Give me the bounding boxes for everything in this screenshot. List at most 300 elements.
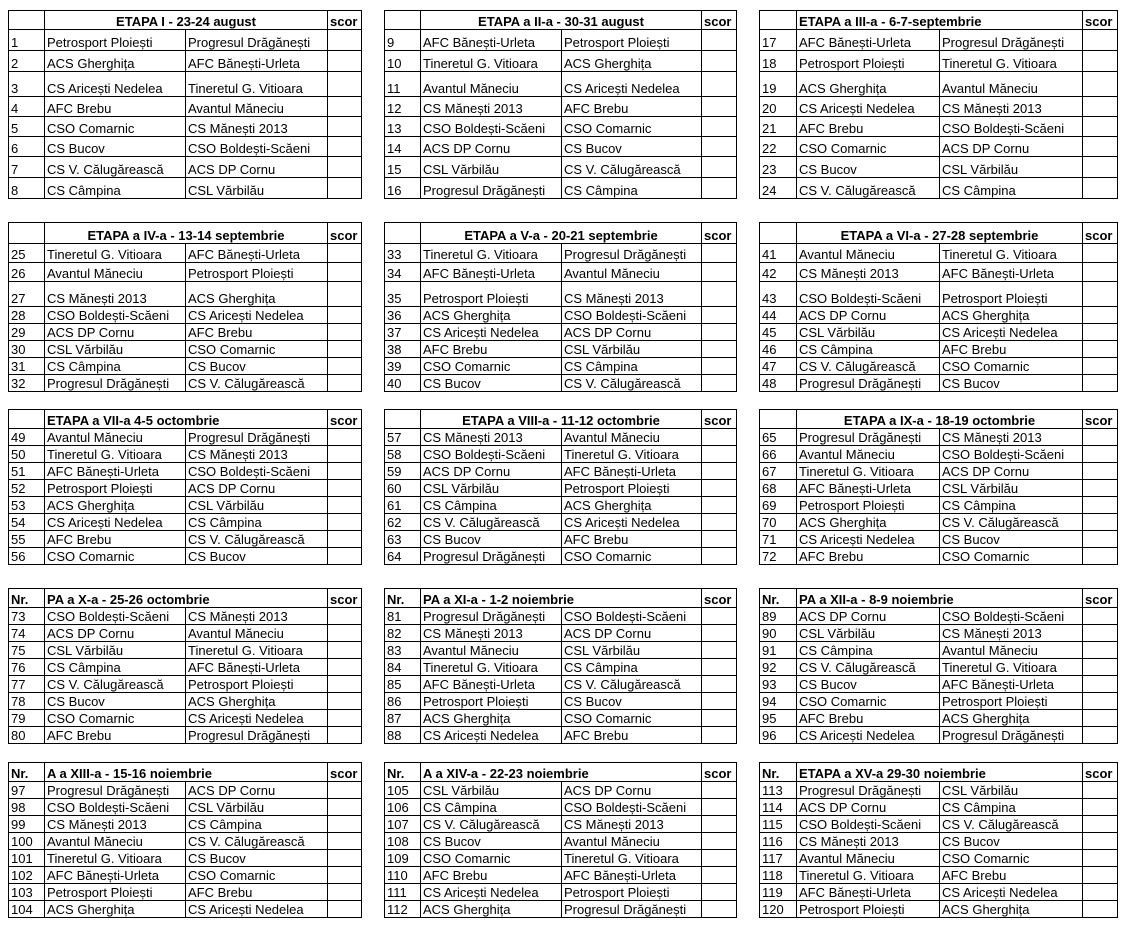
round-table (8, 762, 362, 918)
match-number: 70 (760, 514, 797, 531)
away-team: CSO Boldești-Scăeni (940, 446, 1083, 463)
away-team: CSO Comarnic (186, 867, 328, 884)
match-row (385, 850, 737, 867)
score-cell[interactable] (328, 117, 362, 137)
away-team: CSO Comarnic (940, 850, 1083, 867)
home-team: CS V. Călugărească (797, 358, 940, 375)
match-number: 115 (760, 816, 797, 833)
away-team: CS Bucov (940, 375, 1083, 392)
match-row (760, 514, 1118, 531)
home-team: CS Mănești 2013 (421, 625, 562, 642)
match-row (385, 244, 737, 263)
score-cell[interactable] (702, 307, 737, 324)
match-row (9, 833, 362, 850)
round-table (384, 409, 737, 565)
away-team: Tineretul G. Vitioara (940, 51, 1083, 72)
match-row (385, 117, 737, 137)
score-cell[interactable] (702, 727, 737, 744)
score-cell[interactable] (702, 782, 737, 799)
match-number: 36 (385, 307, 421, 324)
score-cell[interactable] (1083, 375, 1118, 392)
header-nr (760, 410, 797, 429)
score-cell[interactable] (328, 727, 362, 744)
score-cell[interactable] (702, 324, 737, 341)
score-cell[interactable] (1083, 816, 1118, 833)
match-number: 99 (9, 816, 45, 833)
score-cell[interactable] (702, 244, 737, 263)
home-team: AFC Bănești-Urleta (421, 263, 562, 282)
score-cell[interactable] (702, 446, 737, 463)
match-number: 19 (760, 72, 797, 97)
home-team: Progresul Drăgănești (421, 548, 562, 565)
score-cell[interactable] (328, 514, 362, 531)
away-team: CS V. Călugărească (940, 514, 1083, 531)
score-cell[interactable] (328, 833, 362, 850)
away-team: CSO Comarnic (940, 358, 1083, 375)
score-cell[interactable] (1083, 97, 1118, 117)
score-cell[interactable] (1083, 693, 1118, 710)
away-team: CS Câmpina (940, 497, 1083, 514)
match-number: 17 (760, 30, 797, 51)
header-nr (385, 223, 421, 244)
score-header: scor (702, 223, 737, 244)
round-table (759, 10, 1118, 199)
away-team: Progresul Drăgănești (562, 901, 702, 918)
score-cell[interactable] (328, 463, 362, 480)
header-nr (9, 11, 45, 30)
round-table (759, 762, 1118, 918)
score-cell[interactable] (702, 178, 737, 199)
score-cell[interactable] (1083, 263, 1118, 282)
score-cell[interactable] (1083, 727, 1118, 744)
match-row (385, 867, 737, 884)
round-table (384, 222, 737, 392)
score-cell[interactable] (702, 263, 737, 282)
match-number: 29 (9, 324, 45, 341)
home-team: AFC Bănești-Urleta (421, 676, 562, 693)
score-cell[interactable] (702, 358, 737, 375)
score-cell[interactable] (1083, 625, 1118, 642)
score-cell[interactable] (1083, 446, 1118, 463)
score-cell[interactable] (702, 833, 737, 850)
match-row (385, 727, 737, 744)
home-team: CSO Boldești-Scăeni (45, 307, 186, 324)
home-team: ACS DP Cornu (797, 307, 940, 324)
score-cell[interactable] (328, 178, 362, 199)
home-team: Progresul Drăgănești (45, 782, 186, 799)
score-cell[interactable] (328, 446, 362, 463)
score-cell[interactable] (328, 884, 362, 901)
score-cell[interactable] (702, 901, 737, 918)
match-number: 84 (385, 659, 421, 676)
score-cell[interactable] (702, 30, 737, 51)
match-row (9, 51, 362, 72)
match-row (760, 833, 1118, 850)
away-team: Progresul Drăgănești (940, 30, 1083, 51)
score-cell[interactable] (328, 157, 362, 178)
away-team: CSO Comarnic (562, 710, 702, 727)
score-cell[interactable] (328, 625, 362, 642)
score-cell[interactable] (702, 480, 737, 497)
score-cell[interactable] (1083, 867, 1118, 884)
score-cell[interactable] (702, 157, 737, 178)
match-number: 7 (9, 157, 45, 178)
match-row (760, 282, 1118, 307)
home-team: CS Aricești Nedelea (797, 531, 940, 548)
home-team: AFC Bănești-Urleta (45, 867, 186, 884)
score-cell[interactable] (328, 244, 362, 263)
away-team: Tineretul G. Vitioara (562, 850, 702, 867)
match-row (760, 480, 1118, 497)
home-team: CS Aricești Nedelea (797, 97, 940, 117)
away-team: Avantul Măneciu (562, 263, 702, 282)
match-number: 87 (385, 710, 421, 727)
score-cell[interactable] (328, 693, 362, 710)
score-cell[interactable] (1083, 548, 1118, 565)
score-cell[interactable] (328, 799, 362, 816)
match-number: 93 (760, 676, 797, 693)
score-cell[interactable] (328, 375, 362, 392)
score-cell[interactable] (702, 514, 737, 531)
score-cell[interactable] (328, 324, 362, 341)
score-cell[interactable] (1083, 157, 1118, 178)
score-cell[interactable] (702, 710, 737, 727)
score-cell[interactable] (702, 625, 737, 642)
home-team: CSO Comarnic (45, 117, 186, 137)
home-team: ACS DP Cornu (421, 137, 562, 157)
home-team: Tineretul G. Vitioara (45, 244, 186, 263)
score-cell[interactable] (1083, 137, 1118, 157)
away-team: ACS Gherghița (940, 307, 1083, 324)
score-cell[interactable] (328, 72, 362, 97)
score-cell[interactable] (328, 263, 362, 282)
score-cell[interactable] (1083, 341, 1118, 358)
score-cell[interactable] (702, 608, 737, 625)
match-number: 38 (385, 341, 421, 358)
header-nr: Nr. (760, 589, 797, 608)
score-cell[interactable] (328, 816, 362, 833)
away-team: CS Aricești Nedelea (186, 901, 328, 918)
home-team: Progresul Drăgănești (421, 608, 562, 625)
home-team: CS V. Călugărească (421, 514, 562, 531)
header-nr (760, 11, 797, 30)
score-cell[interactable] (328, 659, 362, 676)
home-team: CS Câmpina (421, 799, 562, 816)
score-cell[interactable] (1083, 850, 1118, 867)
match-row (9, 659, 362, 676)
match-number: 44 (760, 307, 797, 324)
score-cell[interactable] (702, 137, 737, 157)
home-team: CSO Comarnic (797, 137, 940, 157)
score-cell[interactable] (1083, 72, 1118, 97)
score-cell[interactable] (328, 608, 362, 625)
score-cell[interactable] (702, 531, 737, 548)
home-team: CS Bucov (421, 531, 562, 548)
match-number: 1 (9, 30, 45, 51)
score-cell[interactable] (1083, 833, 1118, 850)
score-cell[interactable] (702, 497, 737, 514)
score-cell[interactable] (702, 799, 737, 816)
score-cell[interactable] (328, 901, 362, 918)
score-cell[interactable] (328, 137, 362, 157)
match-number: 88 (385, 727, 421, 744)
score-cell[interactable] (702, 642, 737, 659)
away-team: AFC Bănești-Urleta (940, 676, 1083, 693)
match-number: 73 (9, 608, 45, 625)
score-cell[interactable] (702, 117, 737, 137)
score-cell[interactable] (1083, 244, 1118, 263)
score-cell[interactable] (1083, 608, 1118, 625)
score-cell[interactable] (702, 816, 737, 833)
match-row (385, 97, 737, 117)
home-team: Tineretul G. Vitioara (45, 446, 186, 463)
round-title: A a XIII-a - 15-16 noiembrie (45, 763, 328, 782)
away-team: CS Aricești Nedelea (562, 514, 702, 531)
match-row (9, 178, 362, 199)
match-number: 66 (760, 446, 797, 463)
match-number: 89 (760, 608, 797, 625)
home-team: ACS DP Cornu (797, 608, 940, 625)
score-cell[interactable] (702, 867, 737, 884)
score-cell[interactable] (1083, 531, 1118, 548)
score-cell[interactable] (1083, 710, 1118, 727)
home-team: Avantul Măneciu (797, 244, 940, 263)
score-cell[interactable] (328, 548, 362, 565)
match-number: 57 (385, 429, 421, 446)
score-cell[interactable] (328, 642, 362, 659)
match-row (385, 375, 737, 392)
away-team: Tineretul G. Vitioara (562, 446, 702, 463)
match-number: 102 (9, 867, 45, 884)
away-team: CS Mănești 2013 (940, 625, 1083, 642)
score-header: scor (328, 223, 362, 244)
score-cell[interactable] (328, 341, 362, 358)
away-team: CSO Boldești-Scăeni (562, 608, 702, 625)
away-team: AFC Brebu (562, 727, 702, 744)
away-team: CS Câmpina (562, 659, 702, 676)
match-row (385, 307, 737, 324)
match-row (760, 676, 1118, 693)
match-row (385, 463, 737, 480)
score-cell[interactable] (1083, 799, 1118, 816)
score-cell[interactable] (328, 307, 362, 324)
home-team: CSL Vărbilău (797, 625, 940, 642)
match-number: 101 (9, 850, 45, 867)
score-cell[interactable] (1083, 642, 1118, 659)
score-cell[interactable] (328, 497, 362, 514)
home-team: CSO Boldești-Scăeni (45, 799, 186, 816)
round-table (759, 222, 1118, 392)
score-cell[interactable] (1083, 429, 1118, 446)
match-number: 24 (760, 178, 797, 199)
score-cell[interactable] (328, 710, 362, 727)
away-team: Tineretul G. Vitioara (940, 244, 1083, 263)
score-cell[interactable] (702, 51, 737, 72)
score-cell[interactable] (702, 693, 737, 710)
score-cell[interactable] (1083, 324, 1118, 341)
score-cell[interactable] (1083, 884, 1118, 901)
away-team: CSO Comarnic (562, 117, 702, 137)
away-team: CSO Boldești-Scăeni (186, 137, 328, 157)
match-row (385, 531, 737, 548)
match-row (385, 341, 737, 358)
away-team: CS Câmpina (940, 799, 1083, 816)
score-cell[interactable] (1083, 282, 1118, 307)
away-team: Avantul Măneciu (562, 833, 702, 850)
round-title: ETAPA a VII-a 4-5 octombrie (45, 410, 328, 429)
home-team: ACS DP Cornu (45, 324, 186, 341)
away-team: CSO Boldești-Scăeni (562, 307, 702, 324)
match-row (9, 608, 362, 625)
score-cell[interactable] (1083, 51, 1118, 72)
round-title: ETAPA a V-a - 20-21 septembrie (421, 223, 702, 244)
header-nr: Nr. (760, 763, 797, 782)
away-team: CSO Comarnic (186, 341, 328, 358)
match-row (760, 531, 1118, 548)
match-number: 116 (760, 833, 797, 850)
match-number: 81 (385, 608, 421, 625)
score-cell[interactable] (1083, 480, 1118, 497)
home-team: CS Aricești Nedelea (421, 884, 562, 901)
match-row (760, 659, 1118, 676)
away-team: CS Aricești Nedelea (186, 710, 328, 727)
score-cell[interactable] (328, 480, 362, 497)
match-number: 107 (385, 816, 421, 833)
score-cell[interactable] (702, 659, 737, 676)
match-row (385, 548, 737, 565)
score-cell[interactable] (328, 531, 362, 548)
match-row (385, 710, 737, 727)
score-header: scor (1083, 223, 1118, 244)
match-number: 41 (760, 244, 797, 263)
score-cell[interactable] (328, 51, 362, 72)
match-row (760, 850, 1118, 867)
score-cell[interactable] (328, 429, 362, 446)
match-row (385, 659, 737, 676)
score-cell[interactable] (1083, 30, 1118, 51)
score-cell[interactable] (328, 867, 362, 884)
score-cell[interactable] (702, 429, 737, 446)
header-nr (385, 410, 421, 429)
match-row (760, 727, 1118, 744)
score-cell[interactable] (702, 884, 737, 901)
home-team: Petrosport Ploiești (45, 480, 186, 497)
score-cell[interactable] (1083, 782, 1118, 799)
home-team: CS V. Călugărească (45, 157, 186, 178)
home-team: CS Câmpina (797, 341, 940, 358)
away-team: AFC Brebu (186, 884, 328, 901)
score-cell[interactable] (702, 282, 737, 307)
home-team: AFC Brebu (797, 117, 940, 137)
match-row (9, 157, 362, 178)
score-cell[interactable] (328, 358, 362, 375)
home-team: ACS Gherghița (421, 307, 562, 324)
score-cell[interactable] (328, 282, 362, 307)
match-row (9, 710, 362, 727)
home-team: CS Mănești 2013 (421, 429, 562, 446)
away-team: CS Câmpina (186, 514, 328, 531)
home-team: CSO Comarnic (421, 850, 562, 867)
away-team: CSO Comarnic (940, 548, 1083, 565)
score-cell[interactable] (1083, 676, 1118, 693)
score-cell[interactable] (1083, 497, 1118, 514)
away-team: CSO Boldești-Scăeni (940, 608, 1083, 625)
away-team: CS V. Călugărească (562, 375, 702, 392)
match-number: 34 (385, 263, 421, 282)
match-row (385, 72, 737, 97)
round-table (8, 409, 362, 565)
home-team: AFC Bănești-Urleta (797, 30, 940, 51)
score-cell[interactable] (1083, 307, 1118, 324)
score-cell[interactable] (328, 782, 362, 799)
home-team: ACS DP Cornu (45, 625, 186, 642)
match-number: 61 (385, 497, 421, 514)
score-cell[interactable] (702, 341, 737, 358)
home-team: CS Câmpina (45, 358, 186, 375)
home-team: CS Bucov (797, 157, 940, 178)
home-team: CS Câmpina (421, 497, 562, 514)
score-cell[interactable] (702, 97, 737, 117)
away-team: Avantul Măneciu (186, 97, 328, 117)
match-number: 49 (9, 429, 45, 446)
score-cell[interactable] (1083, 514, 1118, 531)
home-team: AFC Brebu (45, 97, 186, 117)
away-team: ACS Gherghița (562, 51, 702, 72)
home-team: CSO Boldești-Scăeni (421, 446, 562, 463)
score-cell[interactable] (328, 97, 362, 117)
home-team: Tineretul G. Vitioara (421, 51, 562, 72)
match-row (760, 548, 1118, 565)
score-cell[interactable] (702, 72, 737, 97)
score-cell[interactable] (1083, 901, 1118, 918)
match-row (385, 263, 737, 282)
home-team: ACS DP Cornu (797, 799, 940, 816)
score-cell[interactable] (1083, 659, 1118, 676)
score-cell[interactable] (1083, 178, 1118, 199)
home-team: AFC Brebu (797, 548, 940, 565)
away-team: Progresul Drăgănești (186, 727, 328, 744)
match-row (760, 608, 1118, 625)
score-cell[interactable] (328, 30, 362, 51)
match-number: 28 (9, 307, 45, 324)
score-cell[interactable] (702, 850, 737, 867)
score-cell[interactable] (702, 548, 737, 565)
match-number: 11 (385, 72, 421, 97)
score-cell[interactable] (702, 676, 737, 693)
score-cell[interactable] (702, 375, 737, 392)
score-cell[interactable] (1083, 463, 1118, 480)
match-number: 82 (385, 625, 421, 642)
match-number: 43 (760, 282, 797, 307)
score-cell[interactable] (702, 463, 737, 480)
score-cell[interactable] (1083, 358, 1118, 375)
away-team: Progresul Drăgănești (186, 30, 328, 51)
score-cell[interactable] (1083, 117, 1118, 137)
match-row (9, 548, 362, 565)
away-team: ACS DP Cornu (940, 137, 1083, 157)
home-team: Tineretul G. Vitioara (797, 867, 940, 884)
home-team: CSL Vărbilău (421, 157, 562, 178)
match-row (385, 901, 737, 918)
home-team: Avantul Măneciu (45, 429, 186, 446)
match-row (9, 727, 362, 744)
score-cell[interactable] (328, 676, 362, 693)
match-number: 31 (9, 358, 45, 375)
away-team: CS Bucov (186, 548, 328, 565)
home-team: AFC Bănești-Urleta (45, 463, 186, 480)
home-team: ACS Gherghița (421, 901, 562, 918)
score-cell[interactable] (328, 850, 362, 867)
